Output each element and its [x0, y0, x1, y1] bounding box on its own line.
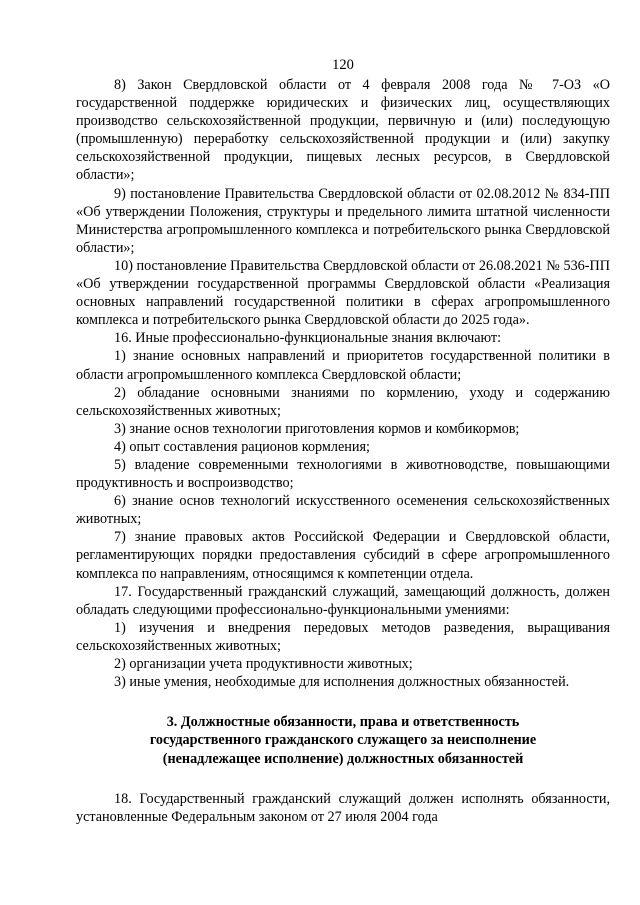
- paragraph-resolution-9: 9) постановление Правительства Свердловской области от 02.08.2012 № 834-ПП «Об утверждении Положения, структуры и предельного лимита штатной численности Министерства агропромышленного комплекса и потребительского рынка Свердловской области»;: [76, 185, 610, 256]
- section-heading-line-2: государственного гражданского служащего за неисполнение: [149, 732, 537, 749]
- page-number: 120: [332, 57, 354, 73]
- list-item-16-2: 2) обладание основными знаниями по кормлению, уходу и содержанию сельскохозяйственных животных;: [76, 384, 610, 419]
- section-heading: [76, 713, 610, 768]
- paragraph-section-16: 16. Иные профессионально-функциональные знания включают:: [114, 330, 502, 347]
- list-item-17-1: 1) изучения и внедрения передовых методов разведения, выращивания сельскохозяйственных животных;: [76, 619, 610, 654]
- list-item-16-5: 5) владение современными технологиями в животноводстве, повышающими продуктивность и воспроизводство;: [76, 456, 610, 492]
- list-item-17-3: 3) иные умения, необходимые для исполнения должностных обязанностей.: [114, 674, 570, 691]
- section-heading-line-1: 3. Должностные обязанности, права и ответственность: [166, 714, 520, 731]
- list-item-16-7: 7) знание правовых актов Российской Федерации и Свердловской области, регламентирующих порядки предоставления субсидий в сфере агропромышленного комплекса по направлениям, относящимся к компетенции отдела.: [76, 529, 610, 582]
- list-item-16-6: 6) знание основ технологий искусственного осеменения сельскохозяйственных животных;: [76, 493, 610, 528]
- spacer: [76, 768, 610, 790]
- paragraph-law-8: 8) Закон Свердловской области от 4 февраля 2008 года № 7-ОЗ «О государственной поддержке юридических и физических лиц, осуществляющих производство сельскохозяйственной продукции, первичную и (или) последующую (промышленную) переработку сельскохозяйственной продукции и (или) закупку сельскохозяйственной продукции, пищевых лесных ресурсов, в Свердловской области»;: [76, 77, 610, 184]
- list-item-17-2: 2) организации учета продуктивности животных;: [114, 656, 413, 672]
- list-item-16-1: 1) знание основных направлений и приоритетов государственной политики в области агропромышленного комплекса Свердловской области;: [76, 348, 610, 383]
- paragraph-section-17: 17. Государственный гражданский служащий, замещающий должность, должен обладать следующими профессионально-функциональными умениями:: [76, 583, 610, 618]
- paragraph-resolution-10: 10) постановление Правительства Свердловской области от 26.08.2021 № 536-ПП «Об утверждении государственной программы Свердловской области «Реализация основных направлений государственной политики в сферах агропромышленного комплекса и потребительского рынка Свердловской области до 2025 года».: [76, 257, 610, 329]
- paragraph-section-18: 18. Государственный гражданский служащий должен исполнять обязанности, установленные Федеральным законом от 27 июля 2004 года: [76, 790, 610, 825]
- section-heading-line-3: (ненадлежащее исполнение) должностных обязанностей: [162, 750, 524, 767]
- list-item-16-3: 3) знание основ технологии приготовления кормов и комбикормов;: [114, 420, 520, 437]
- list-item-16-4: 4) опыт составления рационов кормления;: [114, 438, 370, 455]
